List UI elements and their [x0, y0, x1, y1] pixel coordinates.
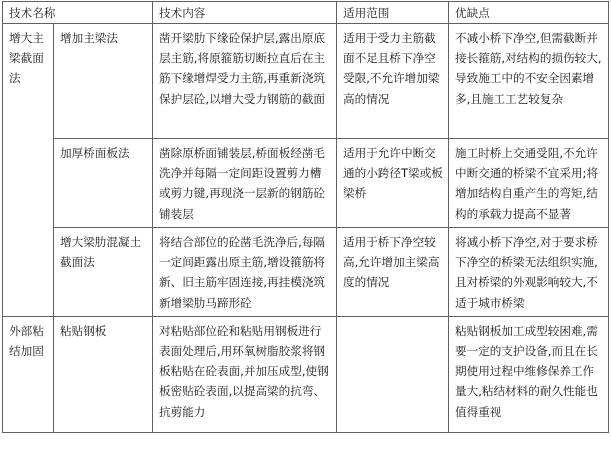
header-technique-content: 技术内容 [153, 2, 337, 24]
technique-table [2, 1, 609, 433]
content-cell: 凿开梁肋下缘砼保护层,露出原底层主筋,将原箍筋切断拉直后在主筋下缘增焊受力主筋,再重新浇筑保护层砼,以增大受力钢筋的截面 [153, 24, 337, 139]
table-row [3, 316, 609, 432]
table-row [3, 139, 609, 228]
scope-cell: 适用于桥下净空较高,允许增加主梁高度的情况 [337, 228, 449, 317]
scope-cell [337, 316, 449, 432]
pros-cons-cell: 将减小桥下净空,对于要求桥下净空的桥梁无法组织实施,且对桥梁的外观影响较大,不适于城市桥梁 [449, 228, 609, 317]
header-technique-name: 技术名称 [3, 2, 153, 24]
header-scope: 适用范围 [337, 2, 449, 24]
table-row [3, 24, 609, 139]
table-row [3, 228, 609, 317]
pros-cons-cell: 粘贴钢板加工成型较困难,需要一定的支护设备,而且在长期使用过程中维修保养工作量大,粘结材料的耐久性能也值得重视 [449, 316, 609, 432]
header-row [3, 2, 609, 24]
method-cell: 加厚桥面板法 [54, 139, 153, 228]
method-cell: 增加主梁法 [54, 24, 153, 139]
content-cell: 对粘贴部位砼和粘贴用钢板进行表面处理后,用环氧树脂胶浆将钢板粘贴在砼表面,并加压成型,使钢板密贴砼表面,以提高梁的抗弯、抗剪能力 [153, 316, 337, 432]
scope-cell: 适用于允许中断交通的小跨径T梁或板梁桥 [337, 139, 449, 228]
category-cell: 增大主梁截面法 [3, 24, 54, 317]
method-cell: 增大梁肋混凝土截面法 [54, 228, 153, 317]
category-cell: 外部粘结加固 [3, 316, 54, 432]
content-cell: 凿除原桥面铺装层,桥面板经凿毛洗净并每隔一定间距设置剪力槽或剪力键,再现浇一层新的钢筋砼铺装层 [153, 139, 337, 228]
content-cell: 将结合部位的砼凿毛洗净后,每隔一定间距露出原主筋,增设箍筋将新、旧主筋牢固连接,再挂模浇筑新增梁肋马蹄形砼 [153, 228, 337, 317]
pros-cons-cell: 施工时桥上交通受阻,不允许中断交通的桥梁不宜采用;将增加结构自重产生的弯矩,结构的承载力提高不显著 [449, 139, 609, 228]
pros-cons-cell: 不减小桥下净空,但需截断并接长箍筋,对结构的损伤较大,导致施工中的不安全因素增多,且施工工艺较复杂 [449, 24, 609, 139]
method-cell: 粘贴钢板 [54, 316, 153, 432]
header-pros-cons: 优缺点 [449, 2, 609, 24]
scope-cell: 适用于受力主筋截面不足且桥下净空受限,不允许增加梁高的情况 [337, 24, 449, 139]
